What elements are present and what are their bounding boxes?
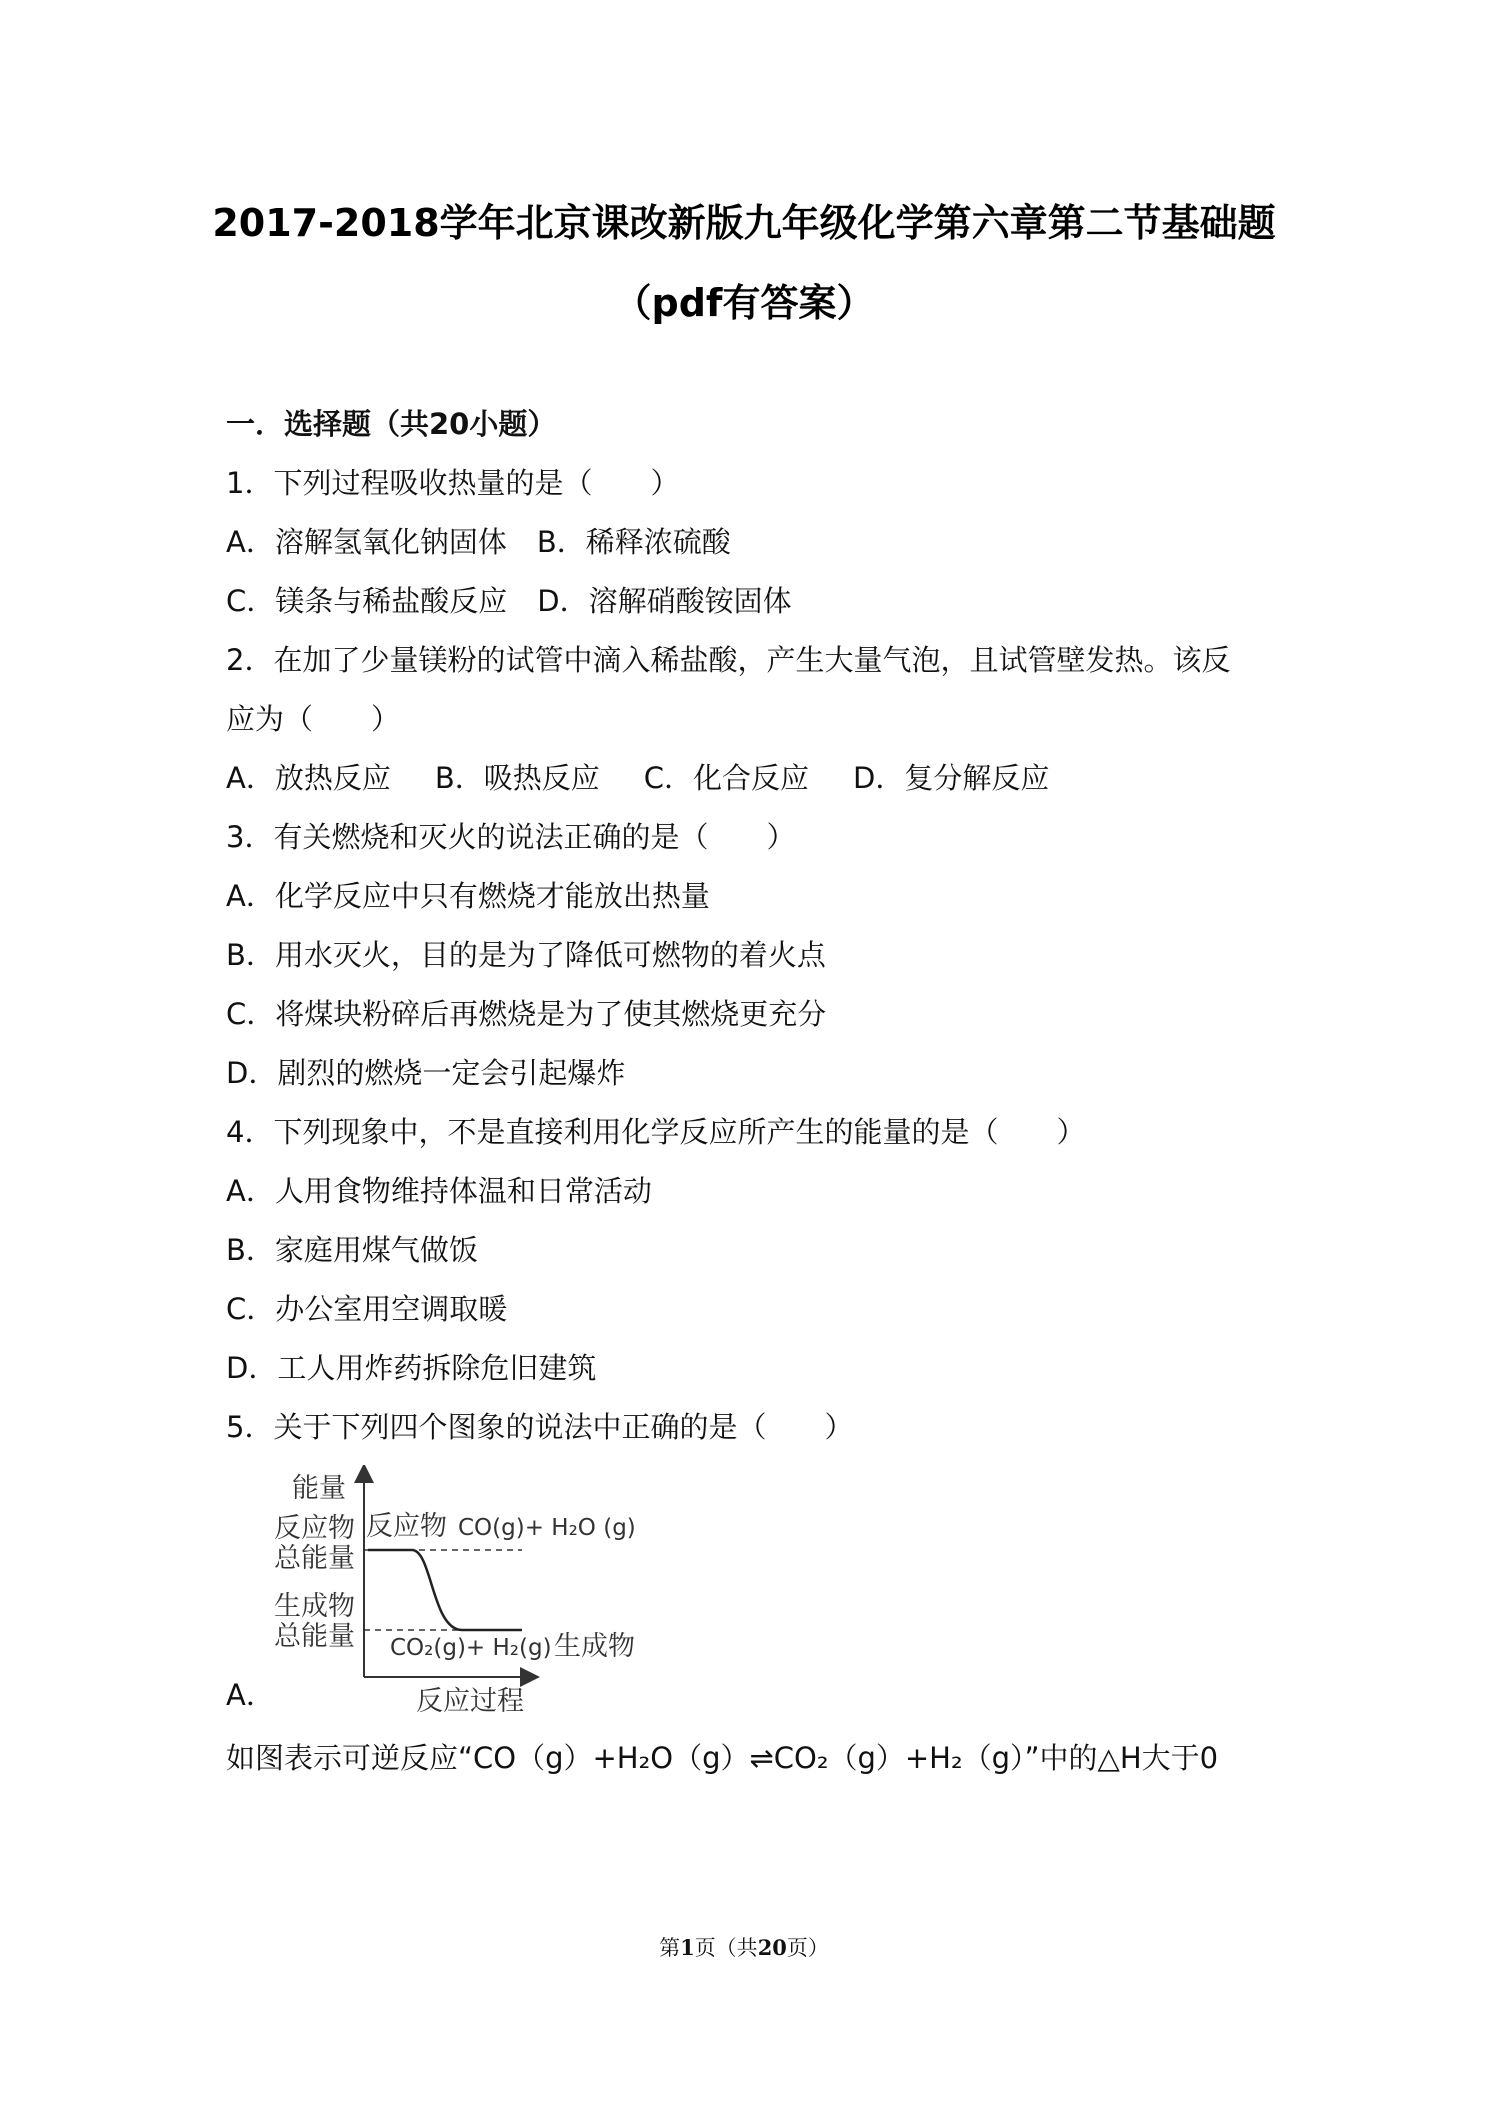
question-4-option-d: D．工人用炸药拆除危旧建筑 bbox=[226, 1351, 597, 1385]
question-5-option-a-description: 如图表示可逆反应“CO（g）+H₂O（g）⇌CO₂（g）+H₂（g）”中的△H大于0 bbox=[226, 1741, 1219, 1775]
energy-diagram-figure bbox=[272, 1465, 652, 1715]
footer-prefix: 第 bbox=[659, 1936, 681, 1960]
footer-page-number: 1 bbox=[680, 1935, 695, 1960]
product-label: 生成物 bbox=[554, 1631, 635, 1662]
document-title-line2: （pdf有答案） bbox=[613, 281, 875, 325]
question-1-option-b: B．稀释浓硫酸 bbox=[536, 525, 731, 559]
footer-middle: 页（共 bbox=[694, 1936, 758, 1960]
question-5-option-a-label: A． bbox=[226, 1678, 275, 1712]
question-1-stem: 1．下列过程吸收热量的是（ ） bbox=[226, 466, 680, 500]
question-4-stem: 4．下列现象中，不是直接利用化学反应所产生的能量的是（ ） bbox=[226, 1115, 1086, 1149]
y-axis-label: 能量 bbox=[292, 1473, 346, 1504]
reactant-label: 反应物 bbox=[366, 1511, 447, 1542]
question-3-option-b: B．用水灭火，目的是为了降低可燃物的着火点 bbox=[226, 938, 826, 972]
question-2-option-c: C．化合反应 bbox=[643, 761, 809, 795]
question-4-option-c: C．办公室用空调取暖 bbox=[226, 1292, 508, 1326]
document-title-line1: 2017-2018学年北京课改新版九年级化学第六章第二节基础题 bbox=[212, 201, 1276, 245]
footer-total-pages: 20 bbox=[757, 1935, 787, 1960]
question-2-stem-line2: 应为（ ） bbox=[226, 702, 401, 736]
x-axis-label: 反应过程 bbox=[416, 1686, 524, 1715]
question-2-option-a: A．放热反应 bbox=[226, 761, 391, 795]
energy-curve bbox=[368, 1550, 522, 1630]
question-5-stem: 5．关于下列四个图象的说法中正确的是（ ） bbox=[226, 1410, 854, 1444]
question-2-stem-line1: 2．在加了少量镁粉的试管中滴入稀盐酸，产生大量气泡，且试管壁发热。该反 bbox=[226, 643, 1231, 677]
question-3-option-a: A．化学反应中只有燃烧才能放出热量 bbox=[226, 879, 710, 913]
product-total-label-1: 生成物 bbox=[274, 1591, 355, 1622]
question-2-option-b: B．吸热反应 bbox=[434, 761, 600, 795]
question-4-option-a: A．人用食物维持体温和日常活动 bbox=[226, 1174, 652, 1208]
reactant-total-label-2: 总能量 bbox=[274, 1543, 355, 1574]
question-2-options-row bbox=[226, 758, 1049, 798]
footer-suffix: 页） bbox=[786, 1936, 829, 1960]
question-1-option-c: C．镁条与稀盐酸反应 bbox=[226, 584, 508, 618]
product-total-label-2: 总能量 bbox=[274, 1621, 355, 1652]
product-formula: CO₂(g)+ H₂(g) bbox=[390, 1635, 552, 1661]
question-3-option-d: D．剧烈的燃烧一定会引起爆炸 bbox=[226, 1056, 626, 1090]
section-heading: 一．选择题（共20小题） bbox=[226, 407, 557, 441]
question-1-options-row1 bbox=[226, 522, 731, 562]
question-1-options-row2 bbox=[226, 581, 792, 621]
question-2-option-d: D．复分解反应 bbox=[853, 761, 1050, 795]
question-1-option-a: A．溶解氢氧化钠固体 bbox=[226, 525, 507, 559]
page-footer bbox=[0, 1932, 1488, 1962]
question-3-option-c: C．将煤块粉碎后再燃烧是为了使其燃烧更充分 bbox=[226, 997, 827, 1031]
question-3-stem: 3．有关燃烧和灭火的说法正确的是（ ） bbox=[226, 820, 796, 854]
question-4-option-b: B．家庭用煤气做饭 bbox=[226, 1233, 478, 1267]
question-1-option-d: D．溶解硝酸铵固体 bbox=[537, 584, 792, 618]
reactant-formula: CO(g)+ H₂O (g) bbox=[458, 1515, 636, 1541]
reactant-total-label-1: 反应物 bbox=[274, 1513, 355, 1544]
